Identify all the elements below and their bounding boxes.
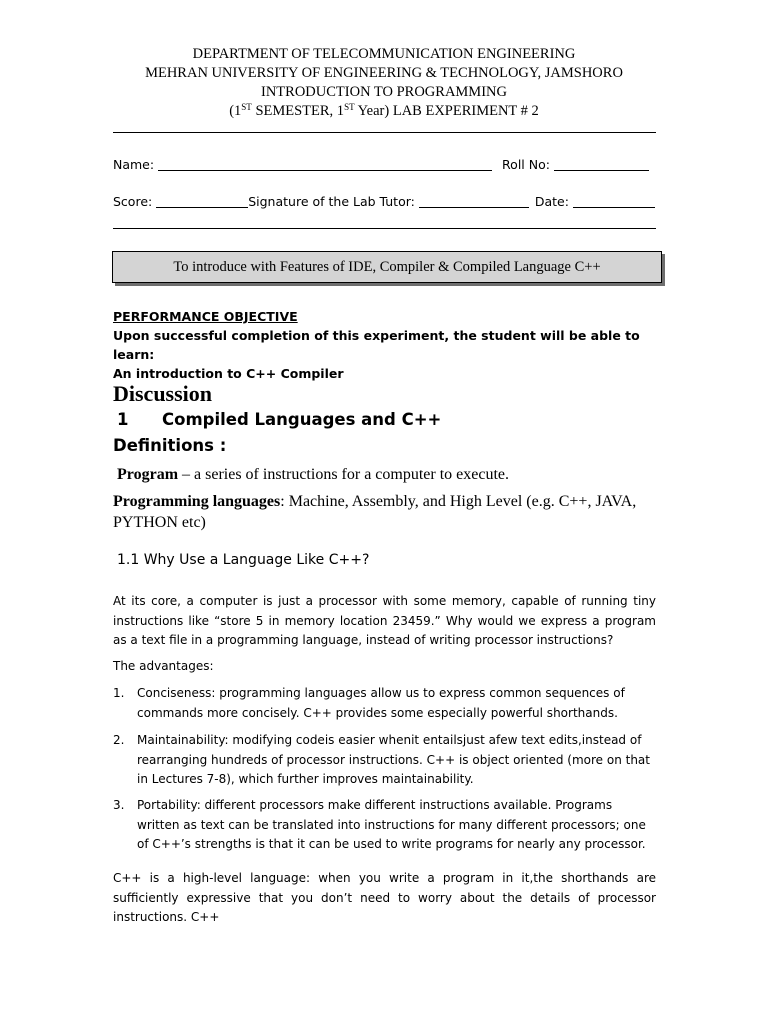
definition-program	[117, 464, 660, 485]
roll-blank[interactable]	[554, 158, 649, 171]
roll-label: Roll No:	[502, 157, 554, 172]
course-line: INTRODUCTION TO PROGRAMMING	[261, 84, 507, 100]
list-item	[113, 796, 656, 855]
list-number: 3.	[113, 798, 125, 812]
score-label: Score:	[113, 194, 157, 209]
signature-label: Signature of the Lab Tutor:	[248, 194, 419, 209]
experiment-line	[0, 102, 768, 121]
experiment-line-part: SEMESTER, 1	[251, 103, 345, 119]
list-text: Portability: different processors make different instructions available. Programs written as text can be translated into instructions for many different processors; one of C++’s strengths is that it can be used to write programs for nearly any processor.	[137, 798, 646, 851]
definition-term: Programming languages	[113, 493, 281, 510]
form-divider	[113, 228, 656, 229]
name-blank[interactable]	[158, 158, 492, 171]
university-line: MEHRAN UNIVERSITY OF ENGINEERING & TECHNOLOGY, JAMSHORO	[145, 65, 623, 81]
list-number: 1.	[113, 686, 125, 700]
signature-blank[interactable]	[419, 195, 529, 208]
list-item	[113, 731, 656, 790]
name-label: Name:	[113, 157, 159, 172]
intro-paragraph: At its core, a computer is just a processor with some memory, capable of running tiny instructions like “store 5 in memory location 23459.” Why would we express a program as a text file in a programming language, instead of writing processor instructions?	[113, 594, 656, 647]
performance-objective	[113, 307, 656, 383]
discussion-title: Discussion	[113, 381, 213, 406]
department-line: DEPARTMENT OF TELECOMMUNICATION ENGINEERING	[192, 46, 576, 62]
score-row	[113, 194, 655, 209]
advantages-label: The advantages:	[113, 659, 214, 673]
performance-title: PERFORMANCE OBJECTIVE	[113, 309, 298, 324]
definition-term: Program	[117, 466, 179, 483]
experiment-line-part: Year) LAB EXPERIMENT # 2	[354, 103, 539, 119]
performance-line-1: Upon successful completion of this experiment, the student will be able to learn:	[113, 328, 640, 362]
ordinal-suffix: ST	[344, 102, 355, 112]
section-number: 1	[117, 410, 129, 429]
score-blank[interactable]	[156, 195, 248, 208]
performance-line-2: An introduction to C++ Compiler	[113, 366, 344, 381]
section-heading	[117, 410, 441, 429]
definition-languages	[113, 491, 656, 533]
name-row	[113, 157, 649, 172]
header-divider	[113, 132, 656, 133]
date-blank[interactable]	[573, 195, 655, 208]
list-number: 2.	[113, 733, 125, 747]
ordinal-suffix: ST	[241, 102, 252, 112]
section-title: Compiled Languages and C++	[162, 410, 442, 429]
list-item	[113, 684, 656, 723]
date-label: Date:	[534, 194, 573, 209]
definition-text: – a series of instructions for a computer to execute.	[178, 466, 510, 483]
experiment-line-part: (1	[229, 103, 242, 119]
objective-box: To introduce with Features of IDE, Compiler & Compiled Language C++	[112, 251, 662, 283]
definition-text: : Machine, Assembly, and High Level (e.g. C++, JAVA, PYTHON etc)	[113, 493, 637, 531]
list-text: Maintainability: modifying codeis easier whenit entailsjust afew text edits,instead of rearranging hundreds of processor instructions. C++ is object oriented (more on that in Lectures 7-8), which further improves maintainability.	[137, 733, 650, 786]
closing-paragraph: C++ is a high-level language: when you write a program in it,the shorthands are sufficiently expressive that you don’t need to worry about the details of processor instructions. C++	[113, 871, 656, 924]
definitions-heading: Definitions :	[113, 436, 227, 455]
subsection-heading: 1.1 Why Use a Language Like C++?	[117, 552, 370, 568]
list-text: Conciseness: programming languages allow us to express common sequences of commands more concisely. C++ provides some especially powerful shorthands.	[137, 686, 625, 720]
document-header	[0, 45, 768, 121]
